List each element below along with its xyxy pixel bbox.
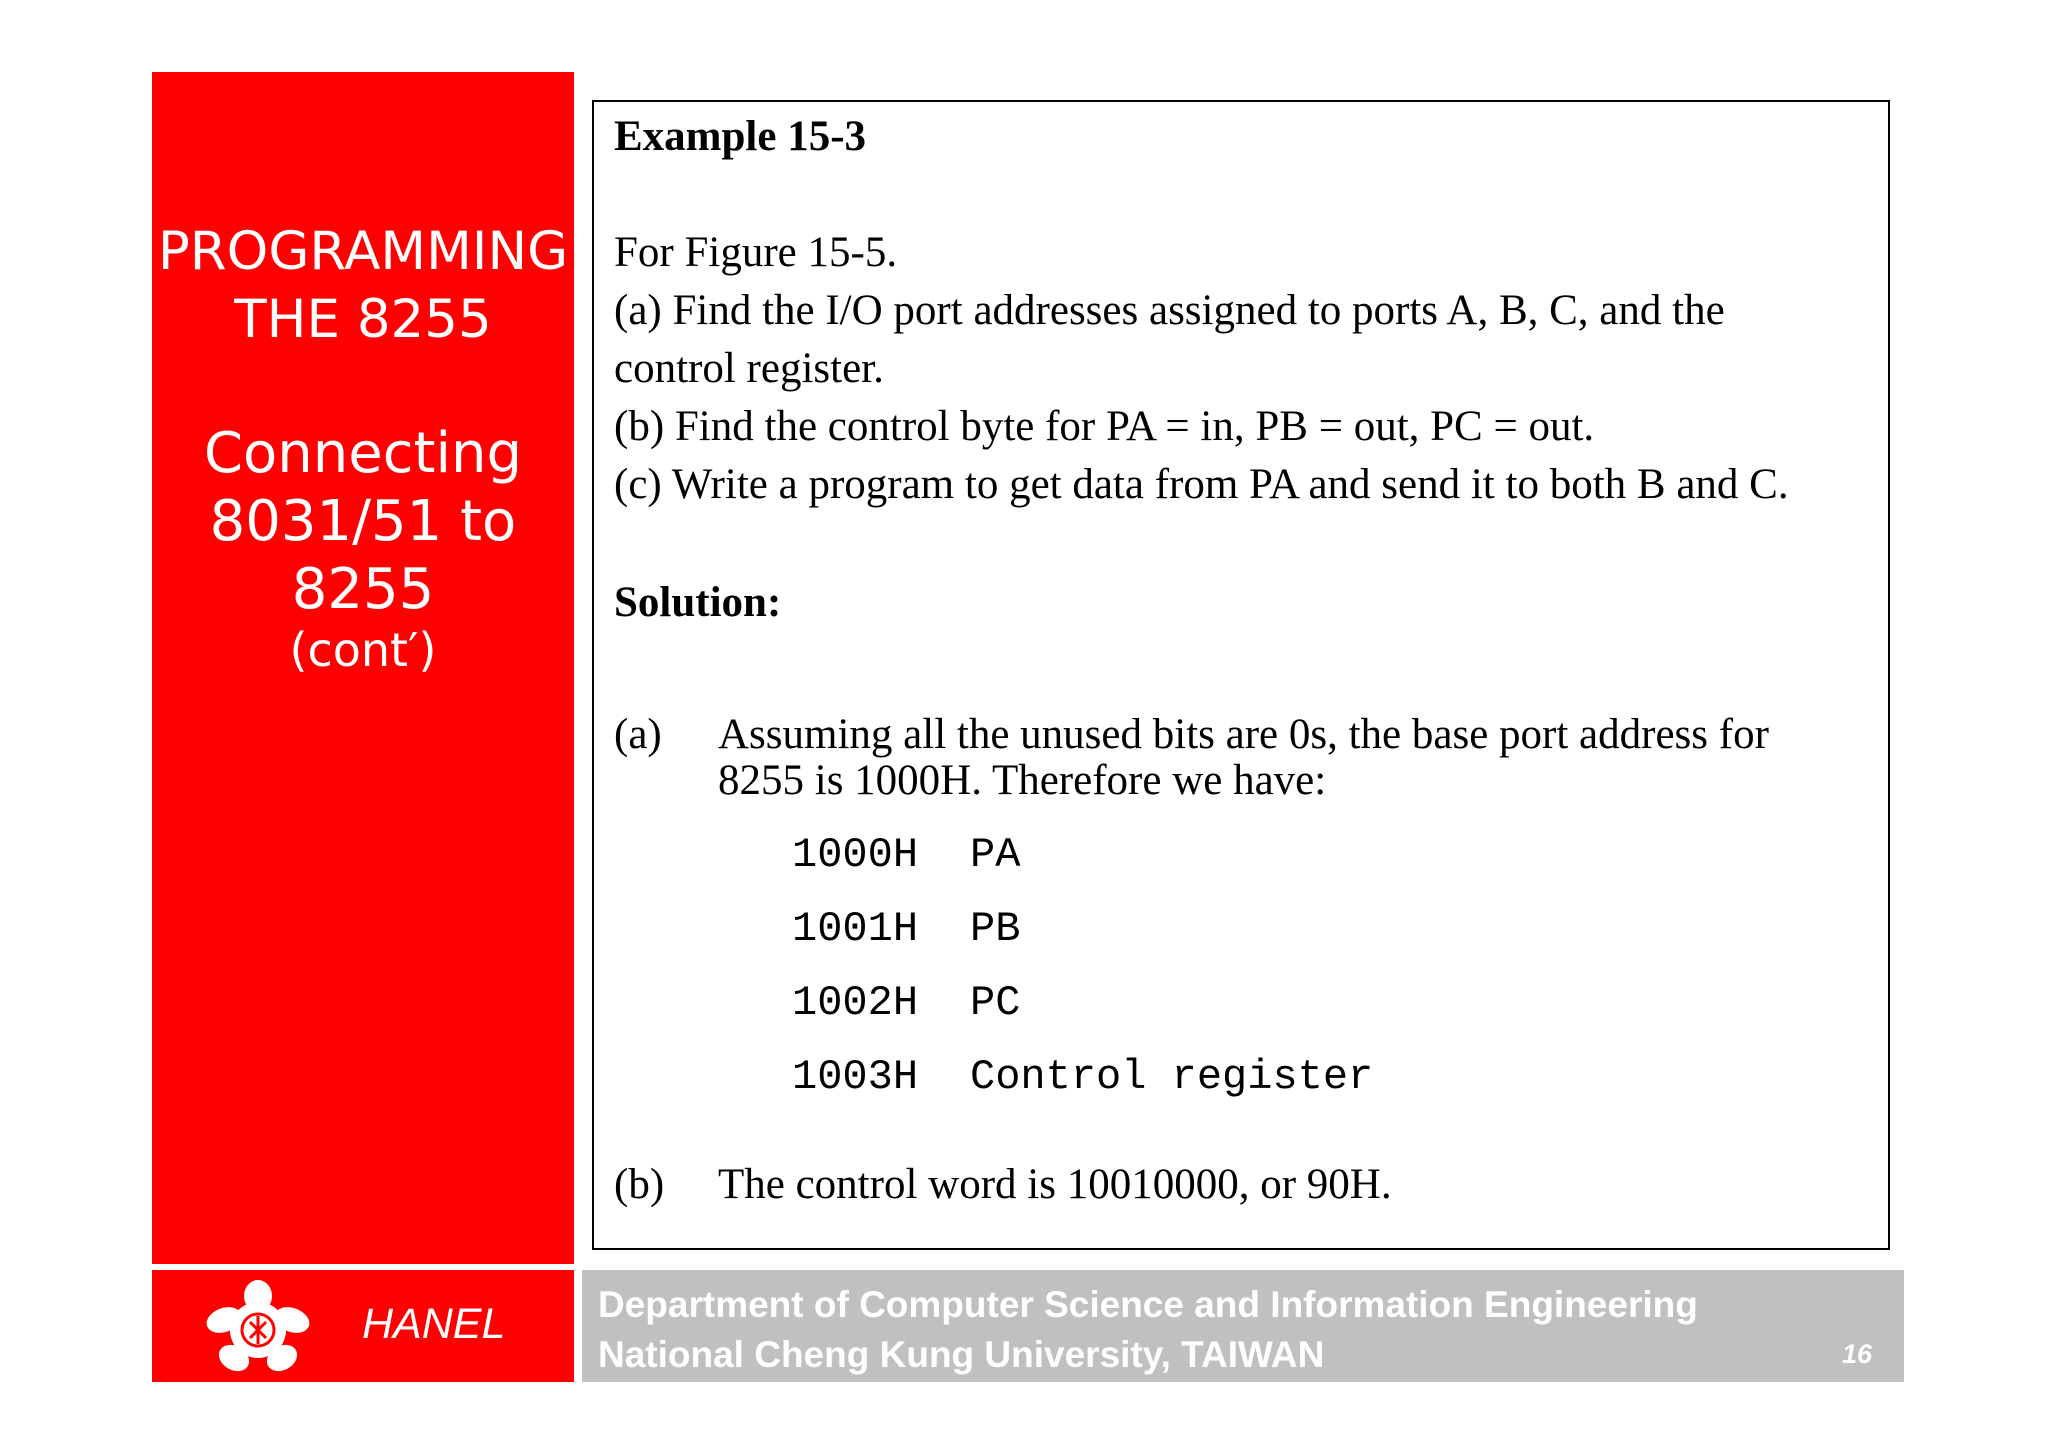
port-address: 1001H <box>792 905 919 953</box>
example-intro: For Figure 15-5. <box>614 229 898 276</box>
footer-brand <box>152 1270 574 1382</box>
sidebar-subtitle-line2: 8031/51 to <box>209 489 517 554</box>
answer-b-label: (b) <box>614 1161 665 1208</box>
answer-a-line2: 8255 is 1000H. Therefore we have: <box>718 757 1327 804</box>
sidebar-subtitle-line1: Connecting <box>203 421 523 486</box>
question-a-line2: control register. <box>614 345 884 392</box>
port-name: PB <box>970 905 1021 953</box>
port-name: PA <box>970 831 1021 879</box>
page-number: 16 <box>1841 1339 1872 1369</box>
example-box <box>592 100 1890 1250</box>
department-line1: Department of Computer Science and Information Engineering <box>598 1284 1698 1325</box>
sidebar-title-line1: PROGRAMMING <box>157 221 569 282</box>
port-row <box>792 1052 1373 1102</box>
question-b: (b) Find the control byte for PA = in, PB = out, PC = out. <box>614 403 1595 450</box>
department-name <box>598 1280 1698 1380</box>
port-row <box>792 978 1020 1028</box>
answer-a-label: (a) <box>614 711 662 758</box>
port-name: Control register <box>970 1053 1374 1101</box>
university-emblem-icon <box>200 1280 316 1376</box>
port-name: PC <box>970 979 1021 1027</box>
sidebar-subtitle-line3: 8255 <box>291 557 435 622</box>
answer-a-line1: Assuming all the unused bits are 0s, the base port address for <box>718 711 1769 758</box>
example-heading: Example 15-3 <box>614 113 867 160</box>
author-name: HANEL <box>362 1300 506 1348</box>
port-address: 1002H <box>792 979 919 1027</box>
question-a-line1: (a) Find the I/O port addresses assigned to ports A, B, C, and the <box>614 287 1725 334</box>
answer-b-text: The control word is 10010000, or 90H. <box>718 1161 1392 1208</box>
solution-heading: Solution: <box>614 579 782 626</box>
port-address: 1000H <box>792 831 919 879</box>
footer-department <box>582 1270 1904 1382</box>
department-line2: National Cheng Kung University, TAIWAN <box>598 1334 1325 1375</box>
sidebar-title-line2: THE 8255 <box>234 289 492 350</box>
port-row <box>792 904 1020 954</box>
sidebar-subtitle-line4: (cont′) <box>289 623 437 677</box>
port-row <box>792 830 1020 880</box>
port-address: 1003H <box>792 1053 919 1101</box>
question-c: (c) Write a program to get data from PA and send it to both B and C. <box>614 461 1789 508</box>
title-sidebar <box>152 72 574 1264</box>
